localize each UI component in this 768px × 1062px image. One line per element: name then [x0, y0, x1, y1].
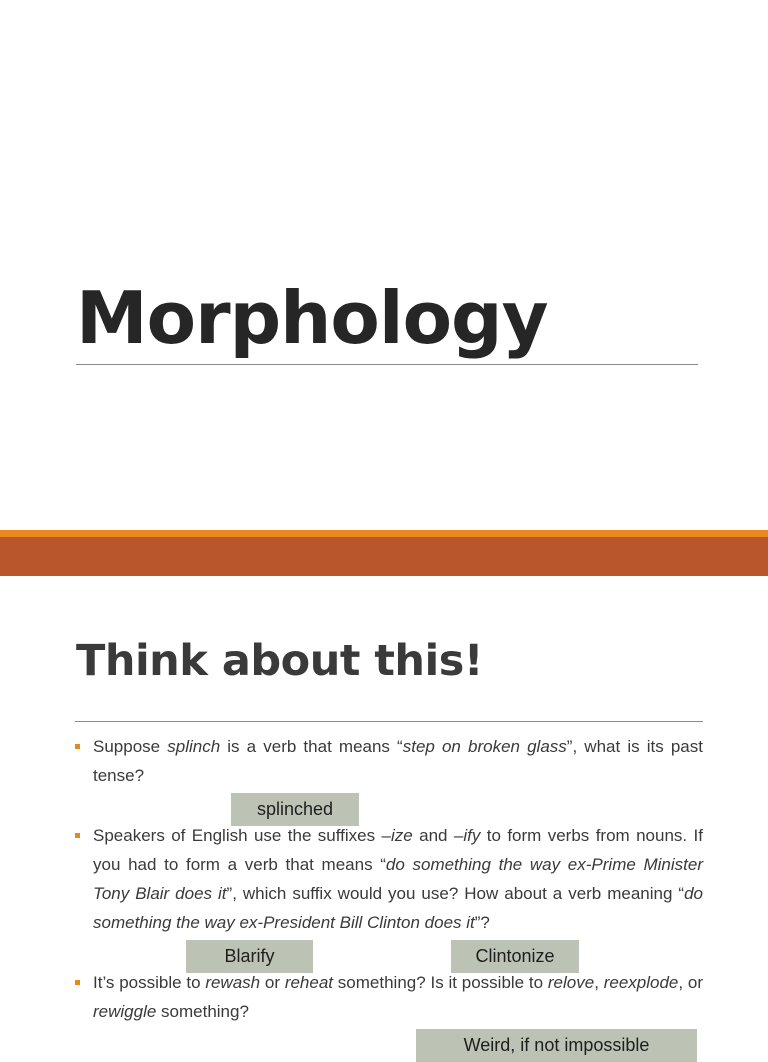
content-slide: [0, 576, 768, 1055]
accent-band-top: [0, 530, 768, 537]
answer-row: [93, 790, 703, 819]
bullet-square-icon: [75, 980, 80, 985]
answer-box-splinched: splinched: [231, 793, 359, 826]
slide-title: Morphology: [76, 276, 548, 360]
content-divider: [75, 721, 703, 722]
accent-band: [0, 537, 768, 576]
bullet-text: Speakers of English use the suffixes –ize and –ify to form verbs from nouns. If you had to form a verb that means “do something the way ex-Prime Minister Tony Blair does it”, which suffix would you use? How about a verb meaning “do something the way ex-President Bill Clinton does it”?: [93, 826, 704, 932]
answer-row: [93, 1026, 703, 1055]
answer-box-weird: Weird, if not impossible: [416, 1029, 697, 1062]
title-divider: [76, 364, 698, 365]
answer-box-clintonize: Clintonize: [451, 940, 579, 973]
list-item: [75, 968, 703, 1055]
bullet-square-icon: [75, 833, 80, 838]
title-slide: [0, 0, 768, 530]
answer-row: [93, 937, 703, 966]
answer-box-blarify: Blarify: [186, 940, 313, 973]
bullet-text: It’s possible to rewash or reheat something? Is it possible to relove, reexplode, or rewiggle something?: [93, 973, 703, 1021]
bullet-list: [75, 732, 703, 1057]
list-item: [75, 821, 703, 966]
bullet-square-icon: [75, 744, 80, 749]
list-item: [75, 732, 703, 819]
content-slide-title: Think about this!: [76, 636, 483, 686]
bullet-text: Suppose splinch is a verb that means “step on broken glass”, what is its past tense?: [93, 737, 703, 785]
